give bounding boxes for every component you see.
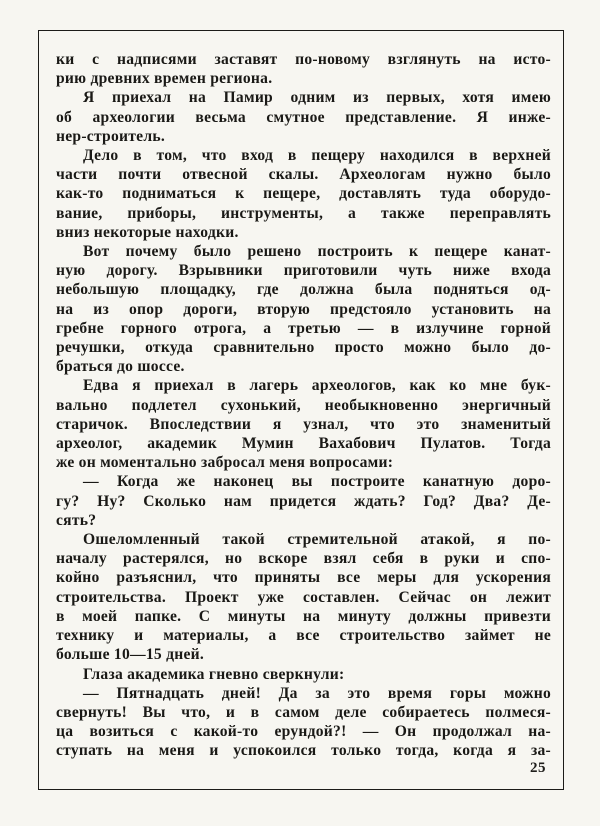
text-line: койно разъяснил, что приняты все меры для ускорения: [56, 569, 551, 587]
text-line: ца возиться с какой-то ерундой?! — Он продолжал на-: [56, 723, 551, 741]
text-line: Глаза академика гневно сверкнули:: [83, 665, 345, 683]
paragraph: [56, 684, 551, 761]
paragraph: [56, 376, 551, 472]
paragraph: [56, 530, 551, 664]
text-line: Ошеломленный такой стремительной атакой, я по-: [83, 531, 551, 549]
text-line: свернуть! Вы что, и в самом деле собираетесь полмеся-: [56, 703, 551, 721]
text-line: рию древних времен региона.: [56, 70, 273, 88]
text-line: Едва я приехал в лагерь археологов, как ко мне бук-: [83, 377, 551, 395]
text-line: технику и материалы, а все строительство займет не: [56, 627, 551, 645]
text-line: речушки, откуда сравнительно просто можно было до-: [56, 339, 551, 357]
text-line: части почти отвесной скалы. Археологам нужно было: [56, 166, 551, 184]
paragraph: [56, 50, 551, 88]
text-line: браться до шоссе.: [56, 358, 185, 376]
text-line: больше 10—15 дней.: [56, 646, 205, 664]
text-line: старичок. Впоследствии я узнал, что это знаменитый: [56, 415, 551, 433]
paragraph: [56, 242, 551, 376]
text-line: небольшую площадку, где должна была подняться од-: [56, 281, 551, 299]
text-line: археолог, академик Мумин Вахабович Пулатов. Тогда: [56, 435, 551, 453]
text-line: — Когда же наконец вы построите канатную доро-: [83, 473, 551, 491]
text-line: строительства. Проект уже составлен. Сейчас он лежит: [56, 588, 551, 606]
text-line: Вот почему было решено построить к пещере канат-: [83, 243, 551, 261]
text-line: как-то подниматься к пещере, доставлять туда оборудо-: [56, 185, 551, 203]
text-line: в моей папке. С минуты на минуту должны привезти: [56, 607, 551, 625]
text-line: началу растерялся, но вскоре взял себя в руки и спо-: [56, 550, 551, 568]
page-number: 25: [530, 760, 546, 776]
text-line: ступать на меня и успокоился только тогда, когда я за-: [56, 742, 551, 760]
text-line: — Пятнадцать дней! Да за это время горы можно: [83, 684, 551, 702]
paragraph: [56, 146, 551, 242]
text-line: на из опор дороги, вторую предстояло установить на: [56, 300, 551, 318]
text-line: нер-строитель.: [56, 127, 165, 145]
text-block: [56, 50, 551, 761]
text-line: вниз некоторые находки.: [56, 223, 239, 241]
paragraph: [56, 665, 551, 684]
text-line: Дело в том, что вход в пещеру находился в верхней: [83, 147, 551, 165]
text-line: ную дорогу. Взрывники приготовили чуть ниже входа: [56, 262, 551, 280]
text-line: ки с надписями заставят по-новому взглянуть на исто-: [56, 51, 551, 68]
text-line: Я приехал на Памир одним из первых, хотя имею: [83, 89, 551, 107]
paragraph: [56, 472, 551, 530]
text-line: об археологии весьма смутное представление. Я инже-: [56, 108, 551, 126]
text-line: вание, приборы, инструменты, а также переправлять: [56, 204, 551, 222]
text-line: гу? Ну? Сколько нам придется ждать? Год? Два? Де-: [56, 492, 551, 510]
paragraph: [56, 88, 551, 146]
text-line: же он моментально забросал меня вопросами:: [56, 454, 394, 472]
text-line: вально подлетел сухонький, необыкновенно энергичный: [56, 396, 551, 414]
text-line: гребне горного отрога, а третью — в излучине горной: [56, 319, 551, 337]
text-line: сять?: [56, 511, 97, 529]
